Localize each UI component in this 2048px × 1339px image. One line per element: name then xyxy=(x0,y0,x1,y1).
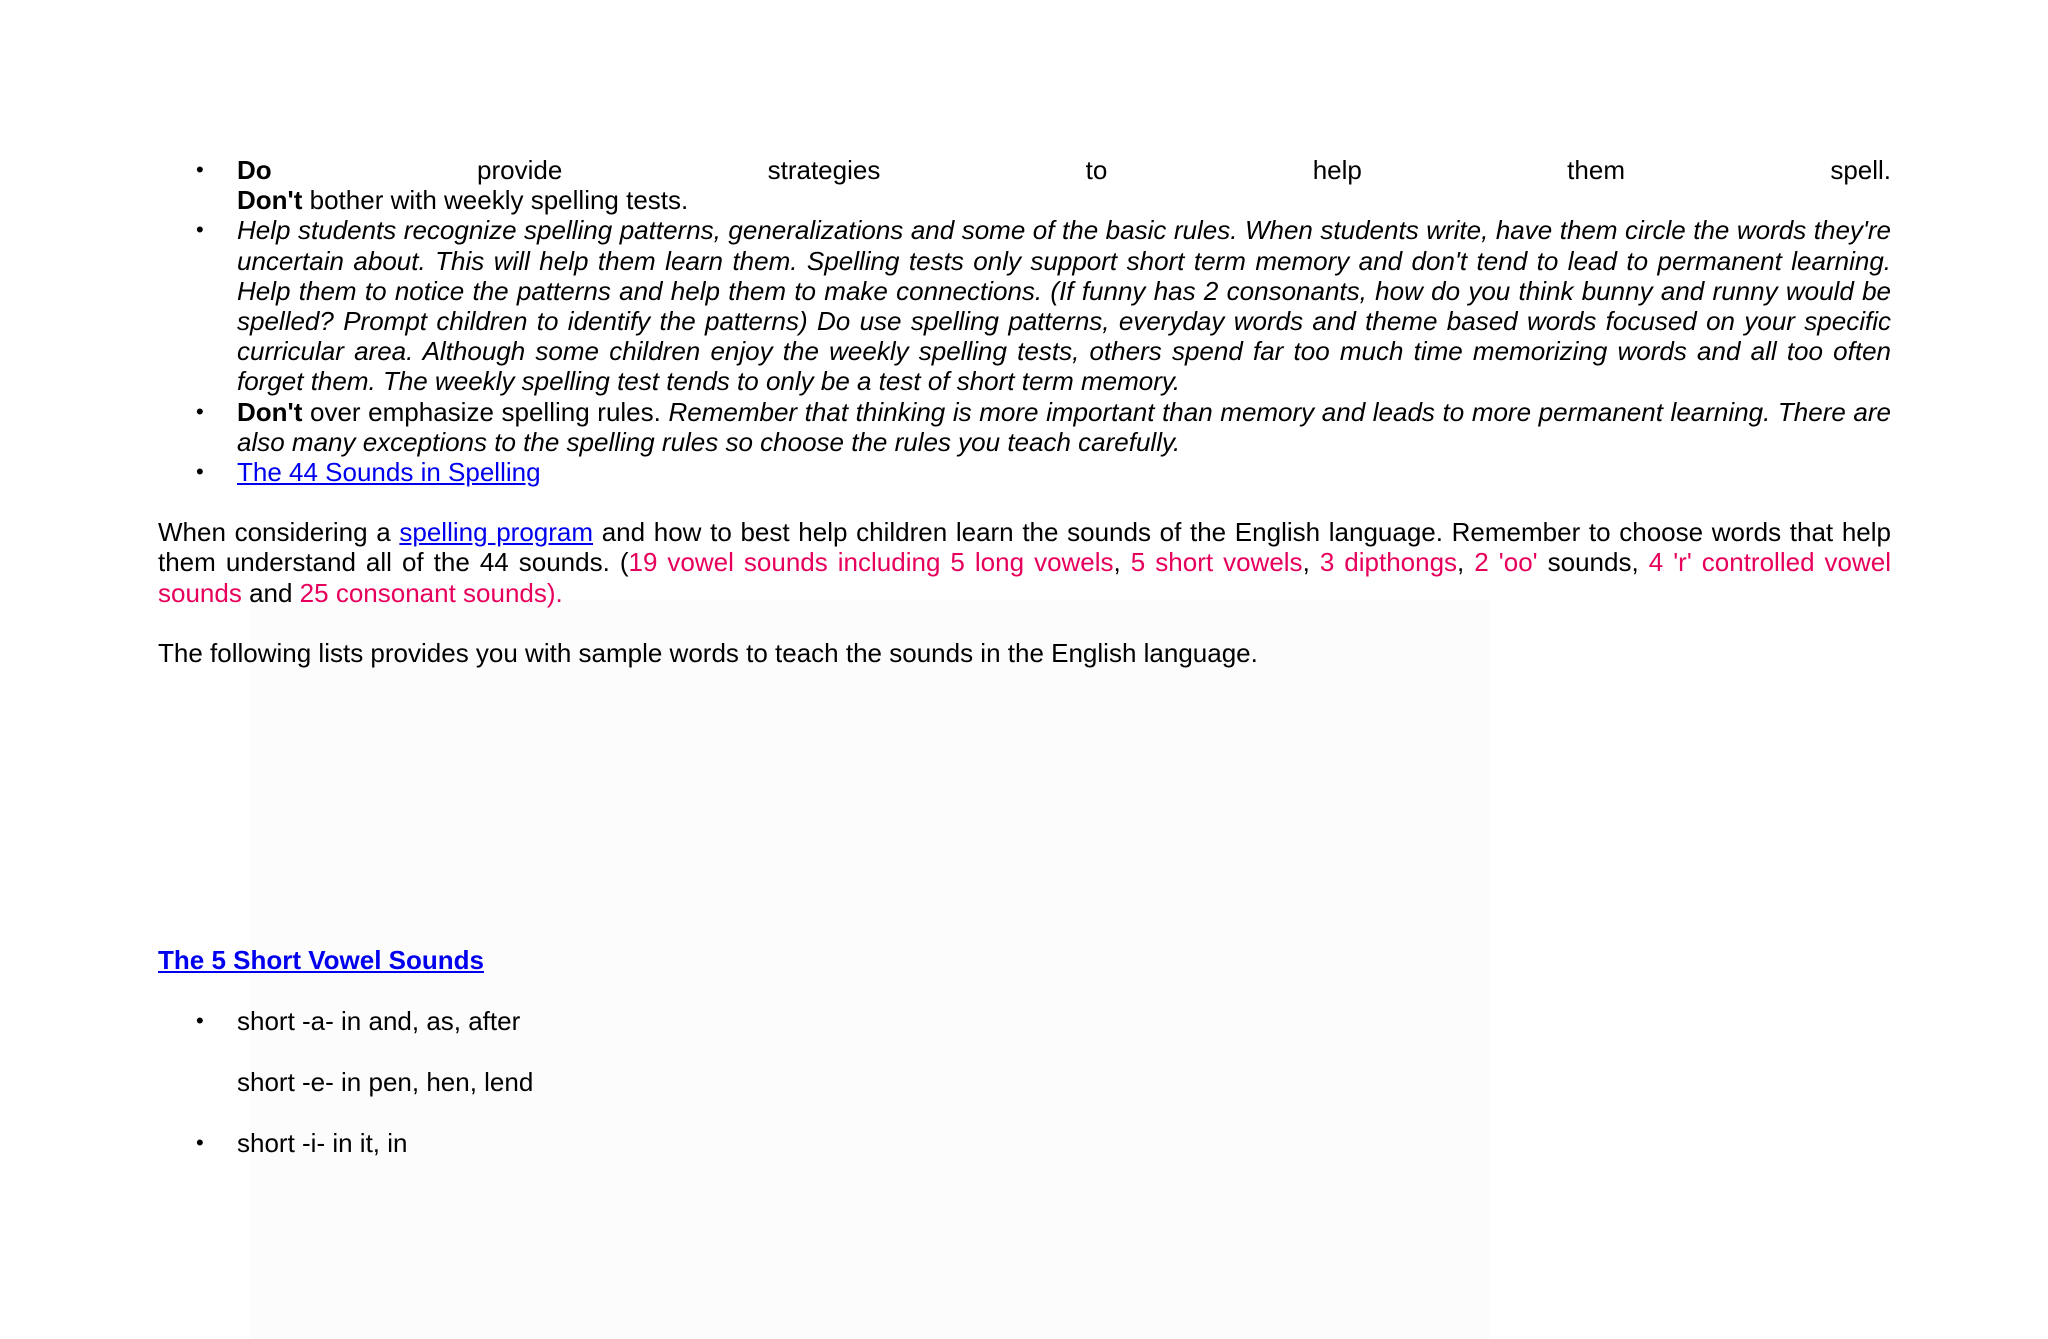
highlight-dipthongs: 3 dipthongs xyxy=(1319,547,1458,578)
tips-list xyxy=(158,155,1891,487)
tip-do-provide-strategies xyxy=(158,155,1891,215)
the-44-sounds-link[interactable]: The 44 Sounds in Spelling xyxy=(237,457,541,488)
word: them xyxy=(1567,155,1625,185)
bullet-icon: • xyxy=(196,1008,204,1033)
short-vowel-list xyxy=(158,1006,1058,1189)
spelling-program-link[interactable]: spelling program xyxy=(399,517,594,548)
text: , xyxy=(1457,547,1475,578)
text: When considering a xyxy=(158,517,400,548)
dont-text: bother with weekly spelling tests. xyxy=(309,185,689,216)
bullet-icon: • xyxy=(196,459,204,485)
word: help xyxy=(1312,155,1362,185)
text: and how to best help children learn the sounds of the English language. Remember to choose words that help them understand all of the 44 sounds. ( xyxy=(158,517,1891,578)
word: spell. xyxy=(1830,155,1892,185)
do-label: Do xyxy=(237,155,272,185)
document-body xyxy=(158,155,1891,668)
list-item xyxy=(158,1067,1058,1097)
word: provide xyxy=(477,155,563,185)
dont-label: Don't xyxy=(237,396,303,427)
highlight-oo-sounds: 2 'oo' xyxy=(1474,547,1538,578)
tip-text: over emphasize spelling rules. xyxy=(302,396,669,427)
tip-help-recognize-patterns xyxy=(158,215,1891,396)
highlight-vowel-sounds: 19 vowel sounds including 5 long vowels xyxy=(628,547,1114,578)
dont-label: Don't xyxy=(237,185,303,216)
word: to xyxy=(1085,155,1108,185)
bullet-icon: • xyxy=(196,398,204,424)
bullet-icon: • xyxy=(196,157,204,182)
highlight-short-vowels: 5 short vowels xyxy=(1130,547,1303,578)
tip-dont-overemphasize-rules xyxy=(158,397,1891,457)
highlight-consonant-sounds: 25 consonant sounds). xyxy=(299,577,563,608)
text: sounds, xyxy=(1537,547,1649,578)
word: strategies xyxy=(767,155,881,185)
tip-44-sounds-link-item xyxy=(158,457,1891,487)
short-vowel-sounds-heading-link[interactable]: The 5 Short Vowel Sounds xyxy=(158,945,484,975)
tip-italic-text: Remember that thinking is more important than memory and leads to more permanent learning. There are also many exceptions to the spelling rules so choose the rules you teach carefully. xyxy=(237,396,1891,457)
list-item xyxy=(158,1006,1058,1036)
text: , xyxy=(1302,547,1320,578)
text: , xyxy=(1113,547,1131,578)
dont-line xyxy=(237,185,1891,215)
highlight-r-controlled: 4 'r' controlled vowel sounds xyxy=(158,547,1892,608)
list-item-text: short -i- in it, in xyxy=(237,1128,408,1158)
tip-text: Help students recognize spelling patterns, generalizations and some of the basic rules. When students write, have them circle the words they're uncertain about. This will help them learn them. Spelling tests only support short term memory and don't tend to lead to permanent learning. Help them to notice the patterns and help them to make connections. (If funny has 2 consonants, how do you think bunny and runny would be spelled? Prompt children to identify the patterns) Do use spelling patterns, everyday words and theme based words focused on your specific curricular area. Although some children enjoy the weekly spelling tests, others spend far too much time memorizing words and all too often forget them. The weekly spelling test tends to only be a test of short term memory. xyxy=(237,215,1891,397)
list-item xyxy=(158,1128,1058,1158)
spelling-program-paragraph xyxy=(158,517,1891,608)
bullet-icon: • xyxy=(196,217,204,243)
list-item-text: short -e- in pen, hen, lend xyxy=(237,1067,534,1097)
sample-words-paragraph: The following lists provides you with sample words to teach the sounds in the English language. xyxy=(158,637,1258,668)
list-item-text: short -a- in and, as, after xyxy=(237,1006,521,1036)
text: and xyxy=(241,577,300,608)
bullet-icon: • xyxy=(196,1130,204,1155)
